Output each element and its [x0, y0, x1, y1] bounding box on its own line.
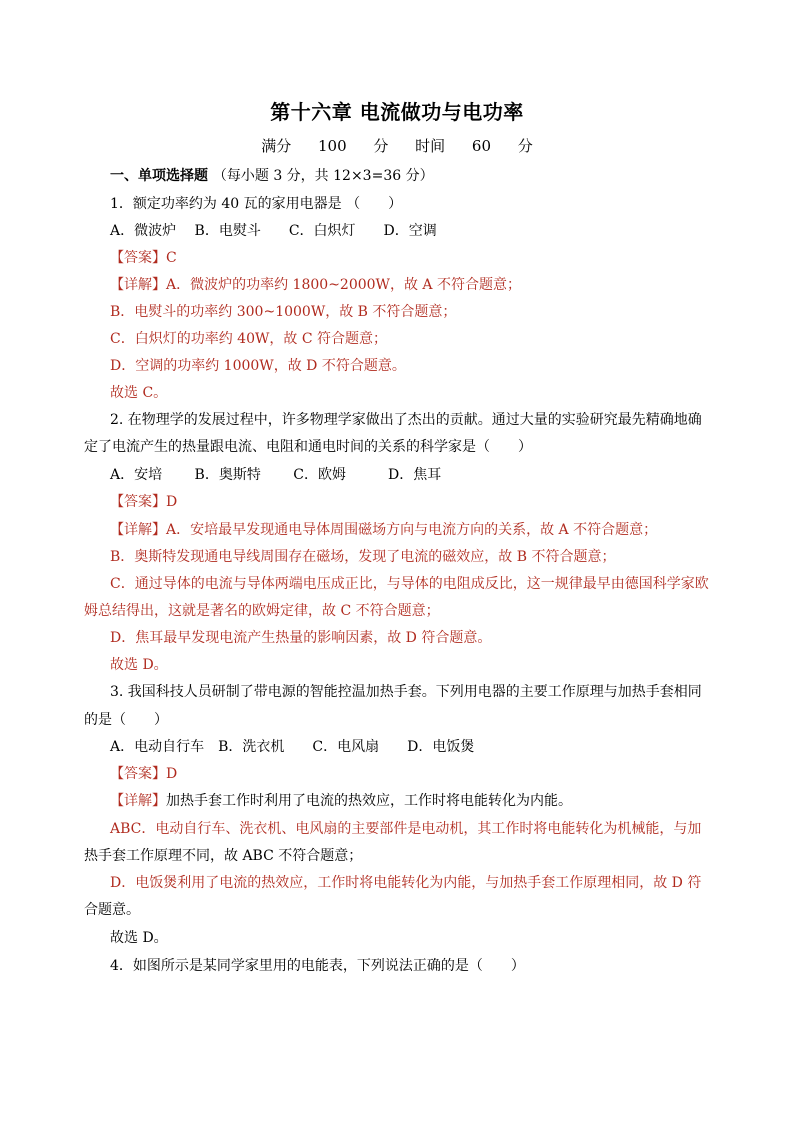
detail-label: 【详解】	[110, 277, 166, 293]
q1-detail-a	[110, 275, 710, 295]
q3-conclusion: 故选 D。	[110, 930, 168, 946]
q2-options: A．安培 B．奥斯特 C．欧姆 D．焦耳	[110, 467, 442, 483]
q2-detail-c-line2: 姆总结得出，这就是著名的欧姆定律，故 C 不符合题意；	[84, 603, 440, 619]
answer-value: D	[166, 766, 178, 782]
q1-detail-d: D．空调的功率约 1000W，故 D 不符合题意。	[110, 358, 406, 374]
answer-label: 【答案】	[110, 494, 166, 510]
q3-options: A．电动自行车 B．洗衣机 C．电风扇 D．电饭煲	[110, 739, 475, 755]
answer-value: C	[166, 250, 177, 266]
q2-detail-a	[110, 520, 710, 540]
q2-stem-line2: 定了电流产生的热量跟电流、电阻和通电时间的关系的科学家是（ ）	[84, 439, 532, 455]
section-heading	[110, 166, 710, 186]
section-title: 一、单项选择题	[110, 168, 208, 184]
section-note: （每小题 3 分，共 12×3=36 分）	[212, 168, 434, 184]
q1-detail-c: C．白炽灯的功率约 40W，故 C 符合题意；	[110, 331, 387, 347]
detail-text: A．安培最早发现通电导体周围磁场方向与电流方向的关系，故 A 不符合题意；	[166, 522, 658, 538]
answer-label: 【答案】	[110, 766, 166, 782]
q3-detail-d-line2: 合题意。	[84, 902, 140, 918]
q3-detail-d-line1: D．电饭煲利用了电流的热效应，工作时将电能转化为内能，与加热手套工作原理相同，故 D 符	[110, 875, 702, 891]
detail-label: 【详解】	[110, 522, 166, 538]
page-title: 第十六章 电流做功与电功率	[270, 100, 524, 124]
q2-detail-b: B．奥斯特发现通电导线周围存在磁场，发现了电流的磁效应，故 B 不符合题意；	[110, 549, 616, 565]
q2-stem-line1: 2. 在物理学的发展过程中，许多物理学家做出了杰出的贡献。通过大量的实验研究最先精确地确	[110, 412, 702, 428]
q1-stem: 1．额定功率约为 40 瓦的家用电器是 （ ）	[110, 196, 403, 212]
q1-answer	[110, 248, 710, 268]
q2-detail-c-line1: C．通过导体的电流与导体两端电压成正比，与导体的电阻成反比，这一规律最早由德国科学家欧	[110, 576, 709, 592]
q1-conclusion: 故选 C。	[110, 385, 168, 401]
q3-detail-abc-line2: 热手套工作原理不同，故 ABC 不符合题意；	[84, 848, 363, 864]
q2-conclusion: 故选 D。	[110, 657, 168, 673]
q3-detail-main	[110, 791, 710, 811]
q3-answer	[110, 764, 710, 784]
q3-stem-line2: 的是（ ）	[84, 712, 168, 728]
detail-label: 【详解】	[110, 793, 166, 809]
q1-options: A．微波炉 B．电熨斗 C．白炽灯 D．空调	[110, 223, 437, 239]
q3-stem-line1: 3. 我国科技人员研制了带电源的智能控温加热手套。下列用电器的主要工作原理与加热手套相同	[110, 684, 702, 700]
answer-label: 【答案】	[110, 250, 166, 266]
exam-info: 满分 100 分 时间 60 分	[261, 137, 533, 155]
detail-text: A．微波炉的功率约 1800~2000W，故 A 不符合题意；	[166, 277, 521, 293]
answer-value: D	[166, 494, 178, 510]
q3-detail-abc-line1: ABC．电动自行车、洗衣机、电风扇的主要部件是电动机，其工作时将电能转化为机械能，与加	[110, 821, 702, 837]
q1-detail-b: B．电熨斗的功率约 300~1000W，故 B 不符合题意；	[110, 304, 457, 320]
detail-text: 加热手套工作时利用了电流的热效应，工作时将电能转化为内能。	[166, 793, 572, 809]
q2-detail-d: D．焦耳最早发现电流产生热量的影响因素，故 D 符合题意。	[110, 630, 492, 646]
q2-answer	[110, 492, 710, 512]
q4-stem: 4．如图所示是某同学家里用的电能表，下列说法正确的是（ ）	[110, 958, 525, 974]
